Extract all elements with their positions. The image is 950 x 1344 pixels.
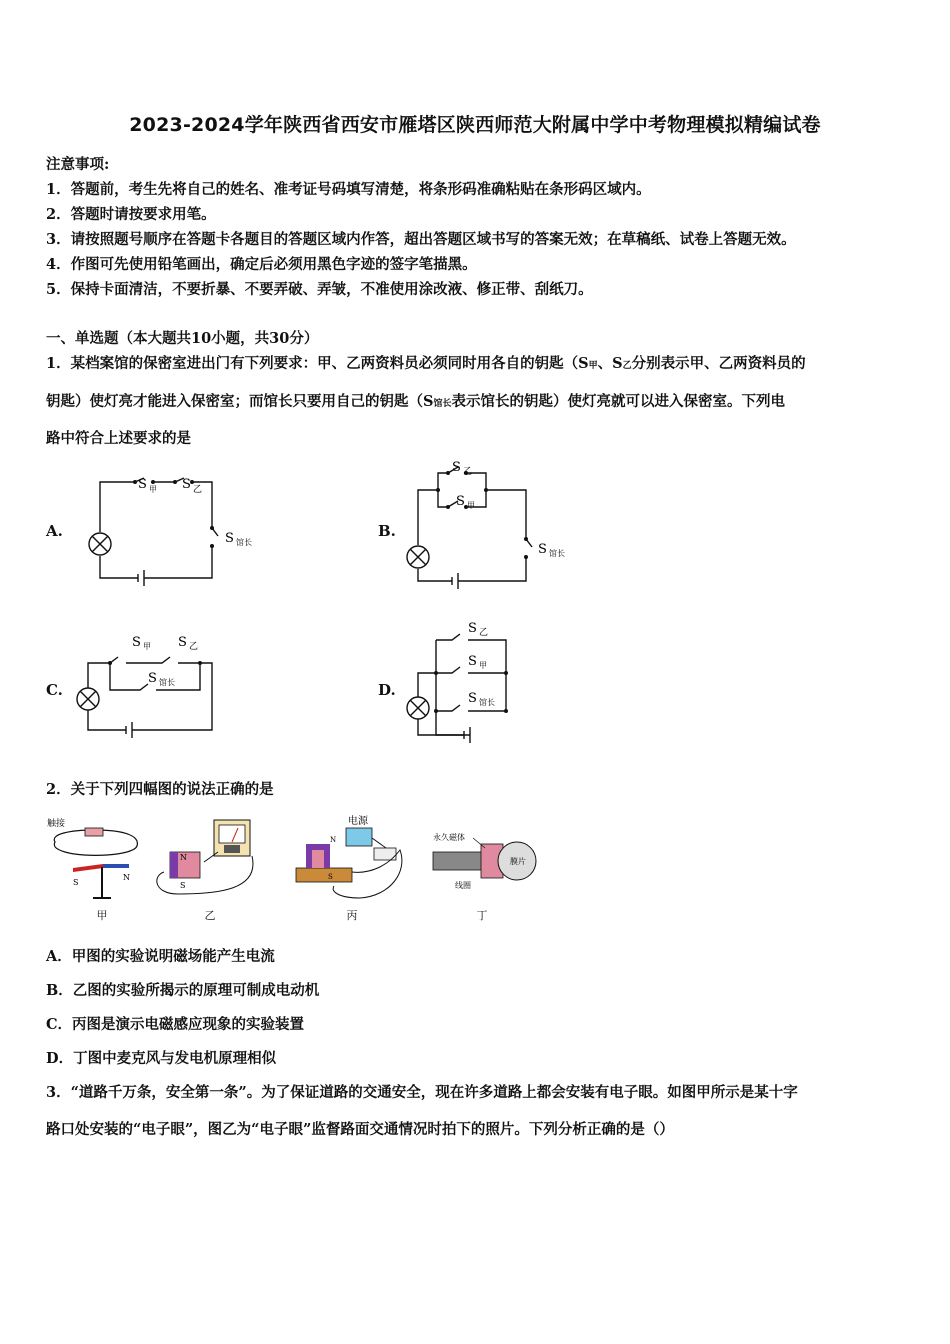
svg-text:S: S [180,881,186,890]
page-title: 2023-2024学年陕西省西安市雁塔区陕西师范大附属中学中考物理模拟精编试卷 [129,114,821,136]
svg-text:N: N [180,853,187,862]
option-b-label[interactable]: B. [378,522,396,540]
figure-jia-compass-wire [45,812,145,907]
switch-label-yi: S [468,621,477,636]
figure-yi-generator [148,812,278,907]
svg-text:S: S [328,873,333,881]
switch-label-yi: S [178,635,187,650]
option-a-label[interactable]: A. [46,522,63,540]
svg-text:乙: 乙 [189,642,199,652]
figure-bing-motor [290,812,420,907]
svg-text:线圈: 线圈 [455,881,471,890]
q3-stem-line2: 路口处安装的“电子眼”，图乙为“电子眼”监督路面交通情况时拍下的照片。下列分析正确的是（） [46,1121,674,1138]
svg-text:膜片: 膜片 [510,857,526,866]
circuit-diagram-b [400,455,600,595]
svg-text:触接: 触接 [47,819,66,829]
switch-label-jia: S [138,477,147,492]
notice-item: 1．答题前，考生先将自己的姓名、准考证号码填写清楚，将条形码准确粘贴在条形码区域内。 [46,181,651,198]
svg-text:甲: 甲 [143,642,151,651]
switch-label-jia: S [132,635,141,650]
svg-text:甲: 甲 [149,485,157,494]
svg-text:甲: 甲 [479,661,487,670]
switch-label-jia: S [456,494,465,509]
svg-text:S: S [73,878,79,887]
svg-text:电源: 电源 [348,816,368,827]
svg-text:馆长: 馆长 [236,538,252,547]
q2-stem: 2．关于下列四幅图的说法正确的是 [46,781,274,798]
svg-text:N: N [123,873,130,882]
switch-label-guanzhang: S [538,542,547,557]
switch-label-guanzhang: S [148,671,157,686]
figure-caption-jia: 甲 [96,909,108,922]
notice-heading: 注意事项: [46,156,110,173]
svg-text:馆长: 馆长 [479,698,495,707]
circuit-diagram-d [400,615,550,750]
q3-stem-line1: 3．“道路千万条，安全第一条”。为了保证道路的交通安全，现在许多道路上都会安装有电子眼。如图甲所示是某十字 [46,1084,798,1101]
svg-text:馆长: 馆长 [549,549,565,558]
notice-item: 3．请按照题号顺序在答题卡各题目的答题区域内作答，超出答题区域书写的答案无效；在草稿纸、试卷上答题无效。 [46,231,796,248]
option-c[interactable]: C．丙图是演示电磁感应现象的实验装置 [46,1016,305,1033]
switch-label-guanzhang: S [225,531,234,546]
figure-ding-microphone [425,830,540,905]
notice-item: 4．作图可先使用铅笔画出，确定后必须用黑色字迹的签字笔描黑。 [46,256,477,273]
section-heading: 一、单选题（本大题共10小题，共30分） [46,330,319,347]
option-a[interactable]: A．甲图的实验说明磁场能产生电流 [46,948,275,965]
svg-text:永久磁体: 永久磁体 [433,833,465,842]
q1-stem-line2: 钥匙）使灯亮才能进入保密室；而馆长只要用自己的钥匙（S馆长表示馆长的钥匙）使灯亮就可以进入保密室。下列电 [46,393,785,410]
option-d[interactable]: D．丁图中麦克风与发电机原理相似 [46,1050,277,1067]
switch-label-guanzhang: S [468,691,477,706]
switch-label-yi: S [182,477,191,492]
notice-item: 5．保持卡面清洁，不要折暴、不要弄破、弄皱，不准使用涂改液、修正带、刮纸刀。 [46,281,593,298]
switch-label-yi: S [452,460,461,475]
svg-text:甲: 甲 [467,501,475,510]
svg-text:乙: 乙 [463,467,473,477]
circuit-diagram-c [70,630,230,745]
figure-caption-bing: 丙 [346,909,358,922]
svg-text:乙: 乙 [193,485,203,495]
option-d-label[interactable]: D. [378,681,396,699]
notice-item: 2．答题时请按要求用笔。 [46,206,216,223]
svg-text:N: N [330,836,337,844]
option-b[interactable]: B．乙图的实验所揭示的原理可制成电动机 [46,982,320,999]
circuit-diagram-a [80,470,280,590]
figure-caption-yi: 乙 [204,909,216,922]
figure-caption-ding: 丁 [476,909,488,922]
switch-label-jia: S [468,654,477,669]
svg-text:乙: 乙 [479,628,489,638]
option-c-label[interactable]: C. [46,681,63,699]
q1-stem-line1: 1．某档案馆的保密室进出门有下列要求：甲、乙两资料员必须同时用各自的钥匙（S甲、S乙分别表示甲、乙两资料员的 [46,355,806,372]
q1-stem-line3: 路中符合上述要求的是 [46,430,191,447]
svg-text:馆长: 馆长 [159,678,175,687]
